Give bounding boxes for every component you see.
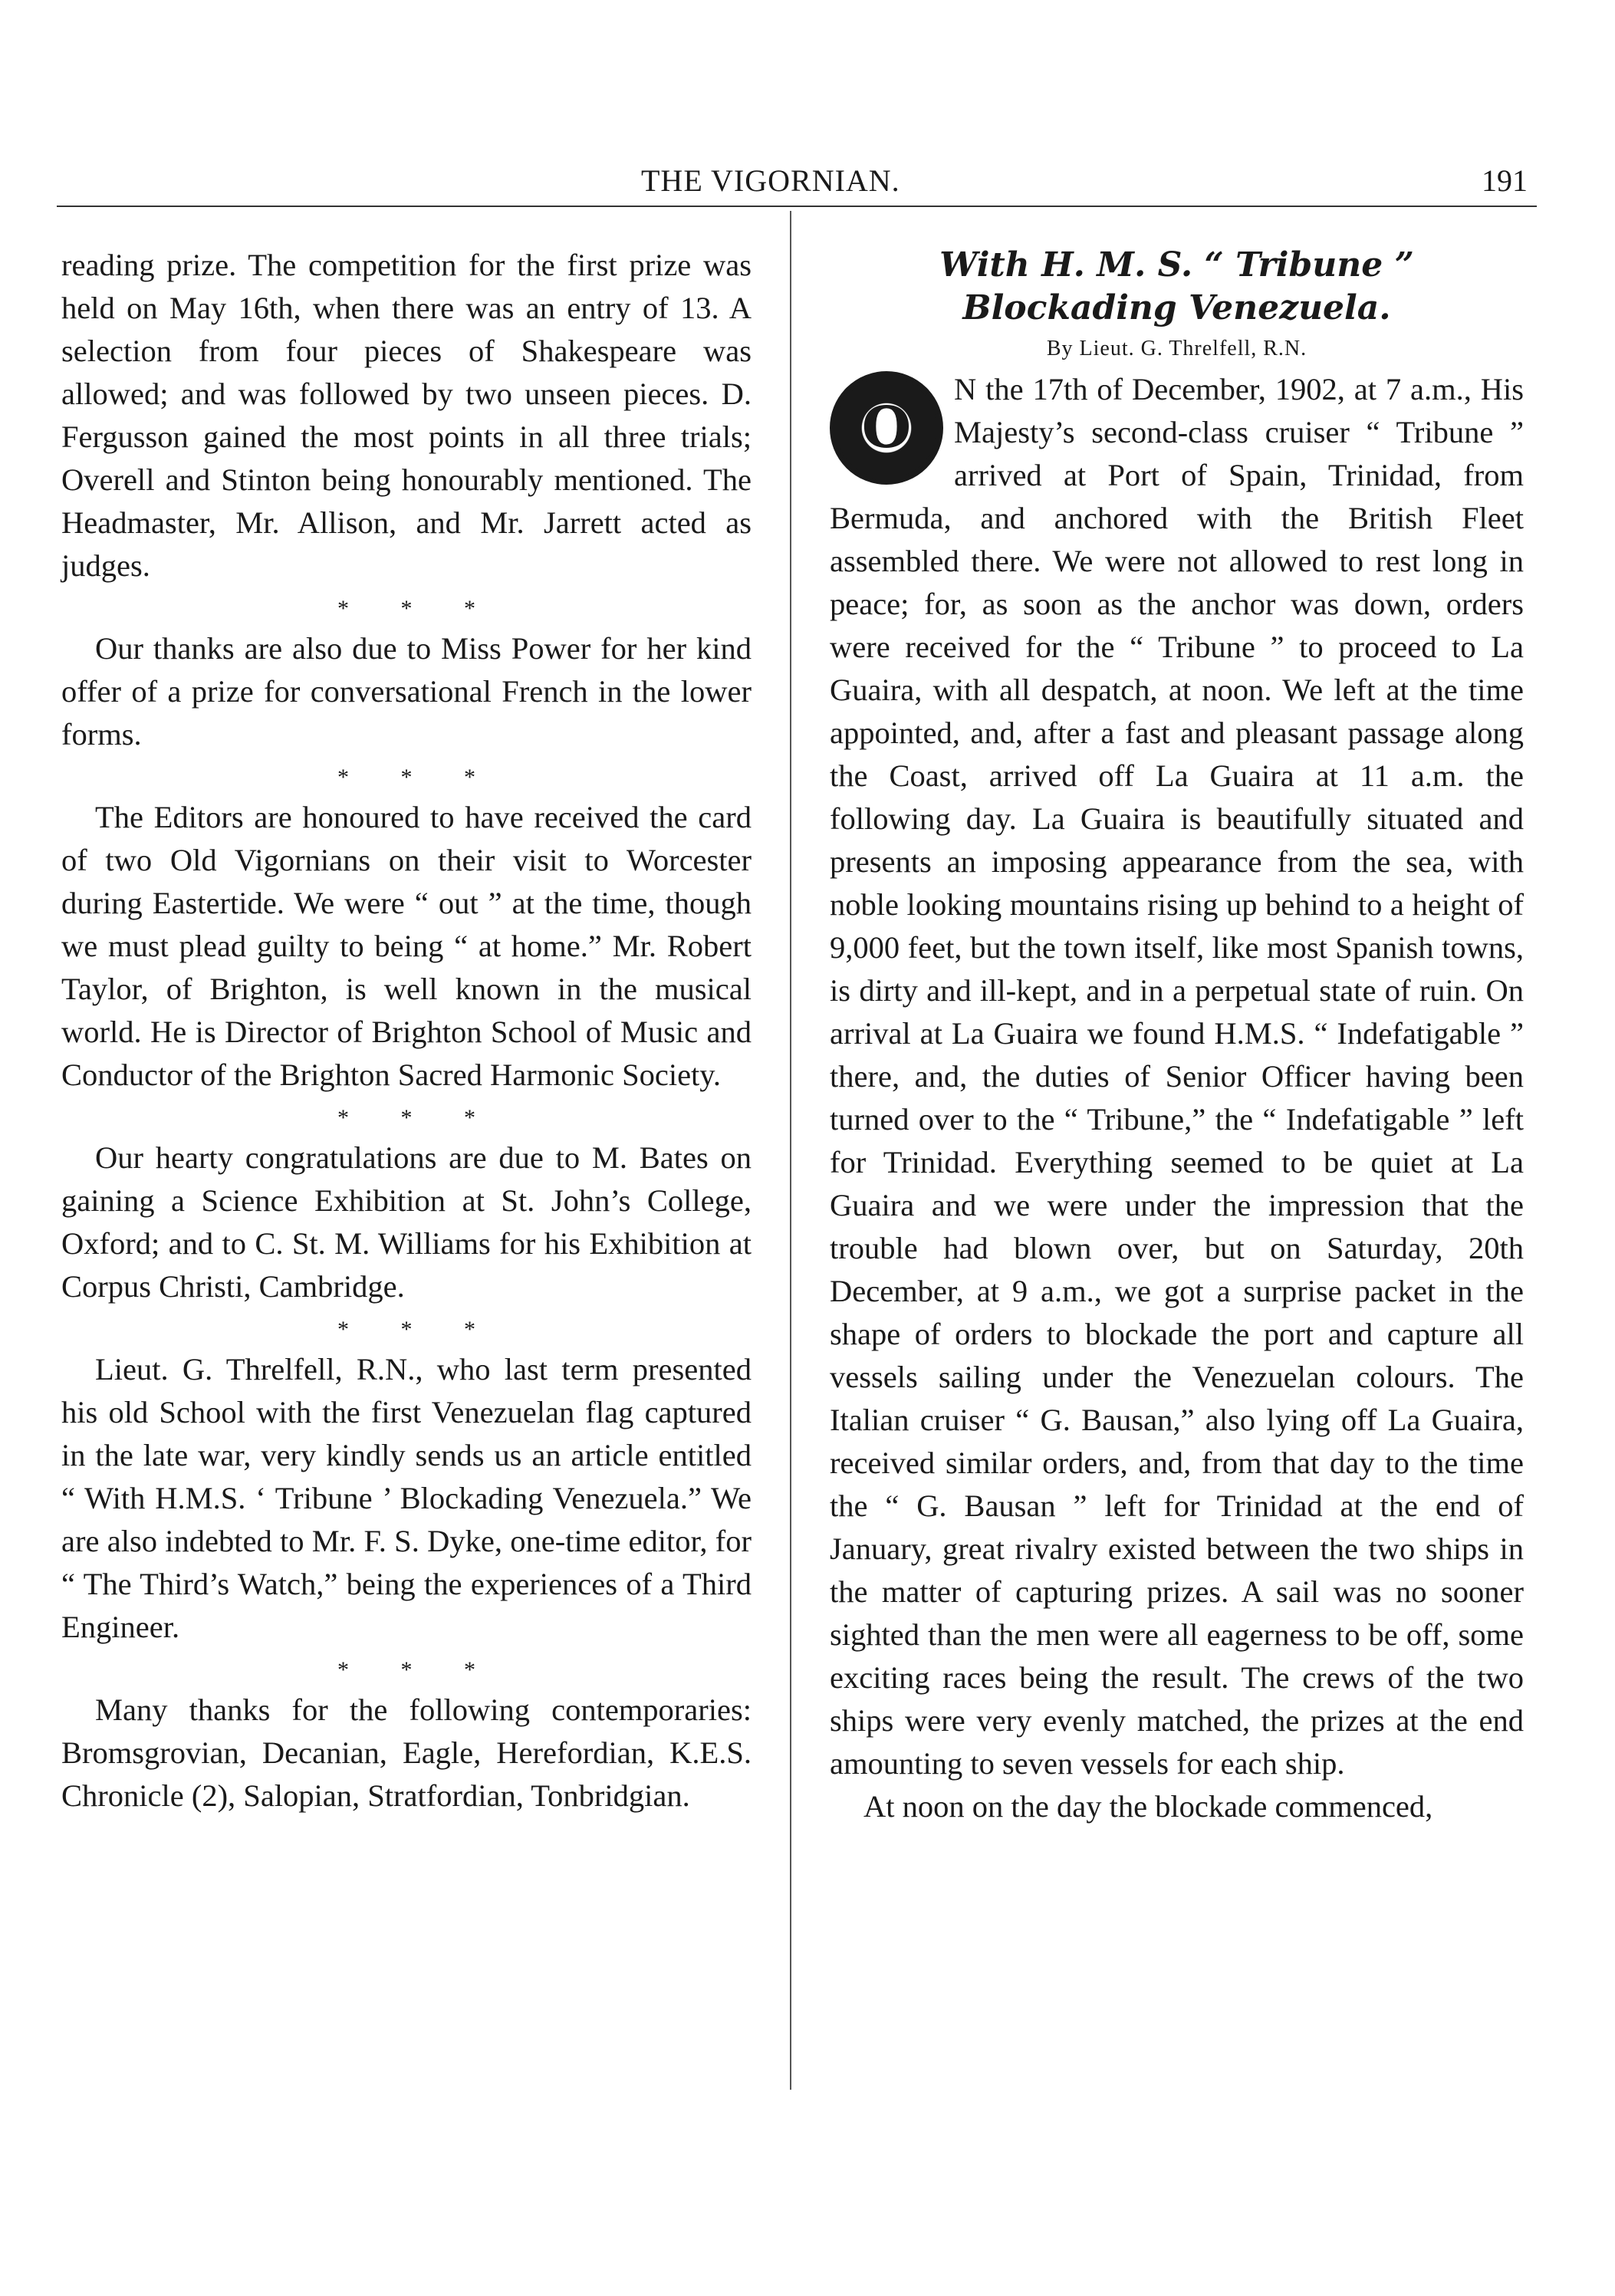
paragraph-old-vigornians: The Editors are honoured to have received the card of two Old Vigornians on their visit to Worcester during Eastertide. We were “ out ” at the time, though we must plead guilty to being “ at home.” Mr. Robert Taylor, of Brighton, is well known in the musical world. He is Director of Brighton School of Music and Conductor of the Brighton Sacred Harmonic Society. xyxy=(61,800,752,1092)
section-separator: * * * xyxy=(337,1105,475,1130)
article-title: With H. M. S. “ Tribune ” Blockading Venezuela. xyxy=(939,245,1414,327)
article-byline: By Lieut. G. Threlfell, R.N. xyxy=(1046,337,1307,360)
paragraph-miss-power: Our thanks are also due to Miss Power for her kind offer of a prize for conversational French in the lower forms. xyxy=(61,631,752,752)
section-separator: * * * xyxy=(337,765,475,790)
column-divider xyxy=(790,211,791,2090)
section-separator: * * * xyxy=(337,1317,475,1342)
paragraph-contemporaries: Many thanks for the following contemporaries: Bromsgrovian, Decanian, Eagle, Herefordian, K.E.S. Chronicle (2), Salopian, Stratfordian, Tonbridgian. xyxy=(61,1692,752,1813)
paragraph-threlfell: Lieut. G. Threlfell, R.N., who last term presented his old School with the first Venezuelan flag captured in the late war, very kindly sends us an article entitled “ With H.M.S. ‘ Tribune ’ Blockading Venezuela.” We are also indebted to Mr. F. S. Dyke, one-time editor, for “ The Third’s Watch,” being the experiences of a Third Engineer. xyxy=(61,1352,752,1644)
article-paragraph: N the 17th of December, 1902, at 7 a.m., His Majesty’s second-class cruiser “ Tribune ” arrived at Port of Spain, Trinidad, from Bermuda, and anchored with the British Fleet assembled there. We were not allowed to rest long in peace; for, as soon as the anchor was down, orders were received for the “ Tribune ” to proceed to La Guaira, with all despatch, at noon. We left at the time appointed, and, after a fast and pleasant passage along the Coast, arrived off La Guaira at 11 a.m. the following day. La Guaira is beautifully situated and presents an imposing appearance from the sea, with noble looking mountains rising up behind to a height of 9,000 feet, but the town itself, like most Spanish towns, is dirty and ill-kept, and in a perpetual state of ruin. On arrival at La Guaira we found H.M.S. “ Indefatigable ” there, and, the duties of Senior Officer having been turned over to the “ Tribune,” the “ Indefatigable ” left for Trinidad. Everything seemed to be quiet at La Guaira and we were under the impression that the trouble had blown over, but on Saturday, 20th December, at 9 a.m., we got a surprise packet in the shape of orders to blockade the port and capture all vessels sailing under the Venezuelan colours. The Italian cruiser “ G. Bausan,” also lying off La Guaira, received similar orders, and, from that day to the time the “ G. Bausan ” left for Trinidad at the end of January, great rivalry existed between the two ships in the matter of capturing prizes. A sail was no sooner sighted than the men were all eagerness to be off, some exciting races being the result. The crews of the two ships were very evenly matched, the prizes at the end amounting to seven vessels for each ship. xyxy=(830,372,1524,1781)
right-column xyxy=(830,244,1524,1828)
left-column xyxy=(61,244,752,1817)
paragraph-congratulations: Our hearty congratulations are due to M. Bates on gaining a Science Exhibition at St. John’s College, Oxford; and to C. St. M. Williams for his Exhibition at Corpus Christi, Cambridge. xyxy=(61,1140,752,1304)
header-rule xyxy=(57,206,1537,207)
section-separator: * * * xyxy=(337,1657,475,1683)
drop-cap-initial: O xyxy=(830,371,943,485)
section-separator: * * * xyxy=(337,596,475,621)
page-number: 191 xyxy=(1482,163,1528,198)
paragraph-reading-prize: reading prize. The competition for the first prize was held on May 16th, when there was an entry of 13. A selection from four pieces of Shakespeare was allowed; and was followed by two unseen pieces. D. Fergusson gained the most points in all three trials; Overell and Stinton being honourably mentioned. The Headmaster, Mr. Allison, and Mr. Jarrett acted as judges. xyxy=(61,248,752,583)
running-title: THE VIGORNIAN. xyxy=(641,163,900,198)
article-paragraph: At noon on the day the blockade commenced, xyxy=(863,1789,1433,1824)
